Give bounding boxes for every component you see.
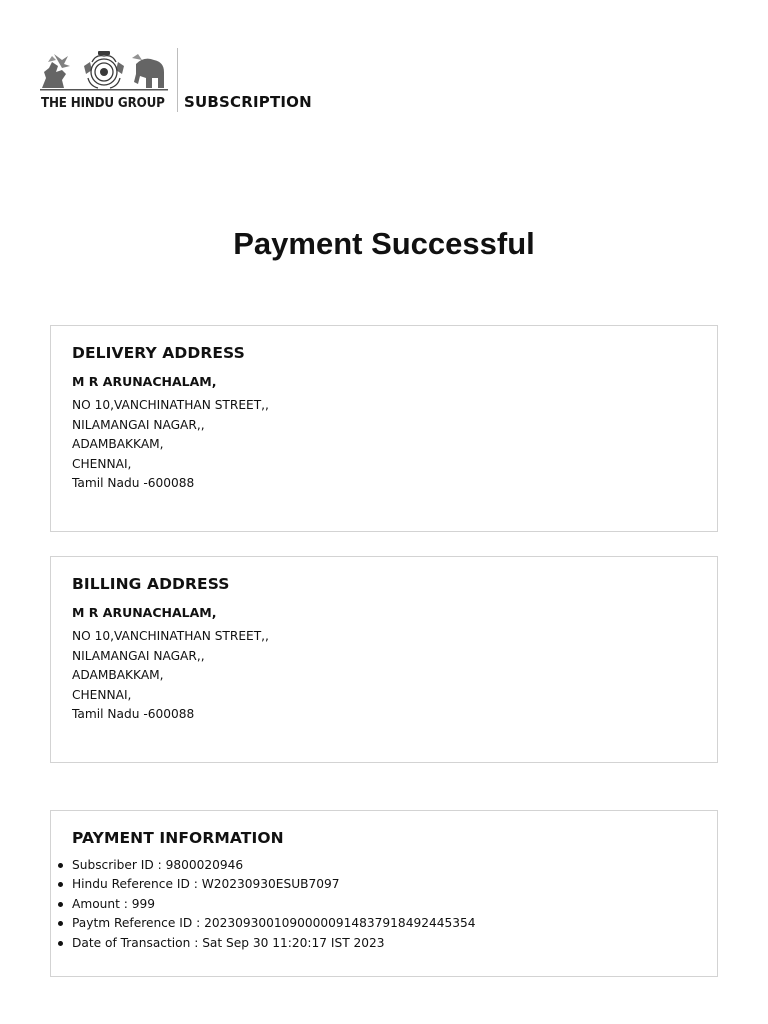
site-header: [40, 44, 312, 116]
billing-recipient-name: M R ARUNACHALAM,: [72, 605, 217, 620]
payment-info-item: [55, 856, 475, 875]
delivery-address-heading: DELIVERY ADDRESS: [72, 344, 245, 362]
billing-address-card: [50, 556, 718, 763]
address-line: NO 10,VANCHINATHAN STREET,,: [72, 629, 269, 643]
date-of-transaction: Date of Transaction : Sat Sep 30 11:20:17 IST 2023: [72, 935, 385, 950]
bullet-icon: [58, 902, 63, 907]
brand-logo[interactable]: [40, 48, 168, 116]
payment-info-item: [55, 895, 475, 914]
delivery-address-lines: [72, 396, 269, 494]
address-line: Tamil Nadu -600088: [72, 476, 195, 491]
delivery-address-card: [50, 325, 718, 532]
payment-info-item: [55, 934, 475, 953]
section-label: SUBSCRIPTION: [184, 93, 312, 111]
amount: Amount : 999: [72, 896, 156, 911]
billing-address-lines: [72, 627, 269, 725]
address-line: ADAMBAKKAM,: [72, 668, 164, 683]
paytm-reference-id: Paytm Reference ID : 20230930010900000914837918492445354: [72, 916, 476, 931]
page-title: Payment Successful: [233, 226, 535, 261]
payment-information-list: [55, 856, 475, 953]
delivery-recipient-name: M R ARUNACHALAM,: [72, 374, 217, 389]
address-line: CHENNAI,: [72, 687, 132, 702]
address-line: NILAMANGAI NAGAR,,: [72, 417, 205, 432]
payment-information-heading: PAYMENT INFORMATION: [72, 829, 284, 847]
brand-name: THE HINDU GROUP: [41, 96, 165, 111]
payment-information-card: [50, 810, 718, 977]
address-line: NILAMANGAI NAGAR,,: [72, 648, 205, 663]
address-line: NO 10,VANCHINATHAN STREET,,: [72, 398, 269, 412]
payment-info-item: [55, 875, 475, 894]
address-line: CHENNAI,: [72, 456, 132, 471]
bullet-icon: [58, 863, 63, 868]
hindu-reference-id: Hindu Reference ID : W20230930ESUB7097: [72, 877, 340, 892]
billing-address-heading: BILLING ADDRESS: [72, 575, 230, 593]
subscriber-id: Subscriber ID : 9800020946: [72, 858, 244, 872]
address-line: ADAMBAKKAM,: [72, 437, 164, 452]
bullet-icon: [58, 941, 63, 946]
payment-info-item: [55, 914, 475, 933]
bullet-icon: [58, 921, 63, 926]
address-line: Tamil Nadu -600088: [72, 707, 195, 722]
header-divider: [177, 48, 178, 112]
bullet-icon: [58, 882, 63, 887]
the-hindu-emblem-icon: [40, 48, 168, 92]
